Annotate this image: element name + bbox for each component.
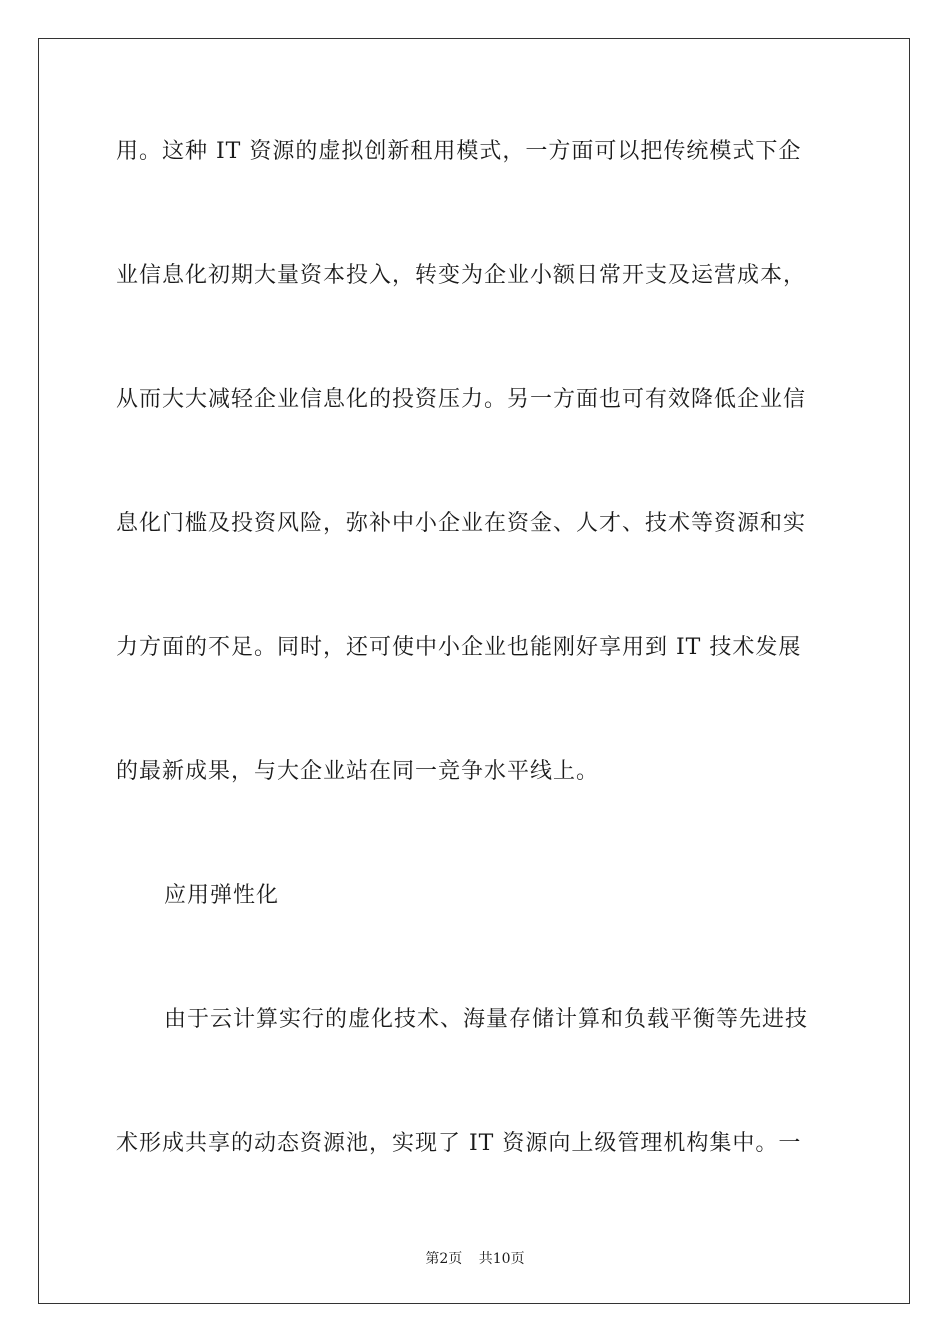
paragraph-line: 的最新成果，与大企业站在同一竞争水平线上。: [116, 759, 600, 784]
page-footer: [0, 1248, 950, 1268]
paragraph-line: 术形成共享的动态资源池，实现了 IT 资源向上级管理机构集中。一: [116, 1131, 802, 1156]
body-paragraph: [116, 958, 836, 1206]
paragraph-line: 用。这种 IT 资源的虚拟创新租用模式，一方面可以把传统模式下企: [116, 139, 802, 164]
paragraph-line: 息化门槛及投资风险，弥补中小企业在资金、人才、技术等资源和实: [116, 511, 807, 536]
paragraph-line: 力方面的不足。同时，还可使中小企业也能刚好享用到 IT 技术发展: [116, 635, 802, 660]
paragraph-line: 由于云计算实行的虚化技术、海量存储计算和负载平衡等先进技: [164, 1007, 809, 1032]
paragraph-line: 从而大大减轻企业信息化的投资压力。另一方面也可有效降低企业信: [116, 387, 807, 412]
page-number: 第2页: [425, 1251, 463, 1267]
page-total: 共10页: [478, 1251, 525, 1267]
section-heading: 应用弹性化: [164, 883, 280, 908]
body-paragraph: [116, 90, 836, 834]
paragraph-line: 业信息化初期大量资本投入，转变为企业小额日常开支及运营成本，: [116, 263, 807, 288]
